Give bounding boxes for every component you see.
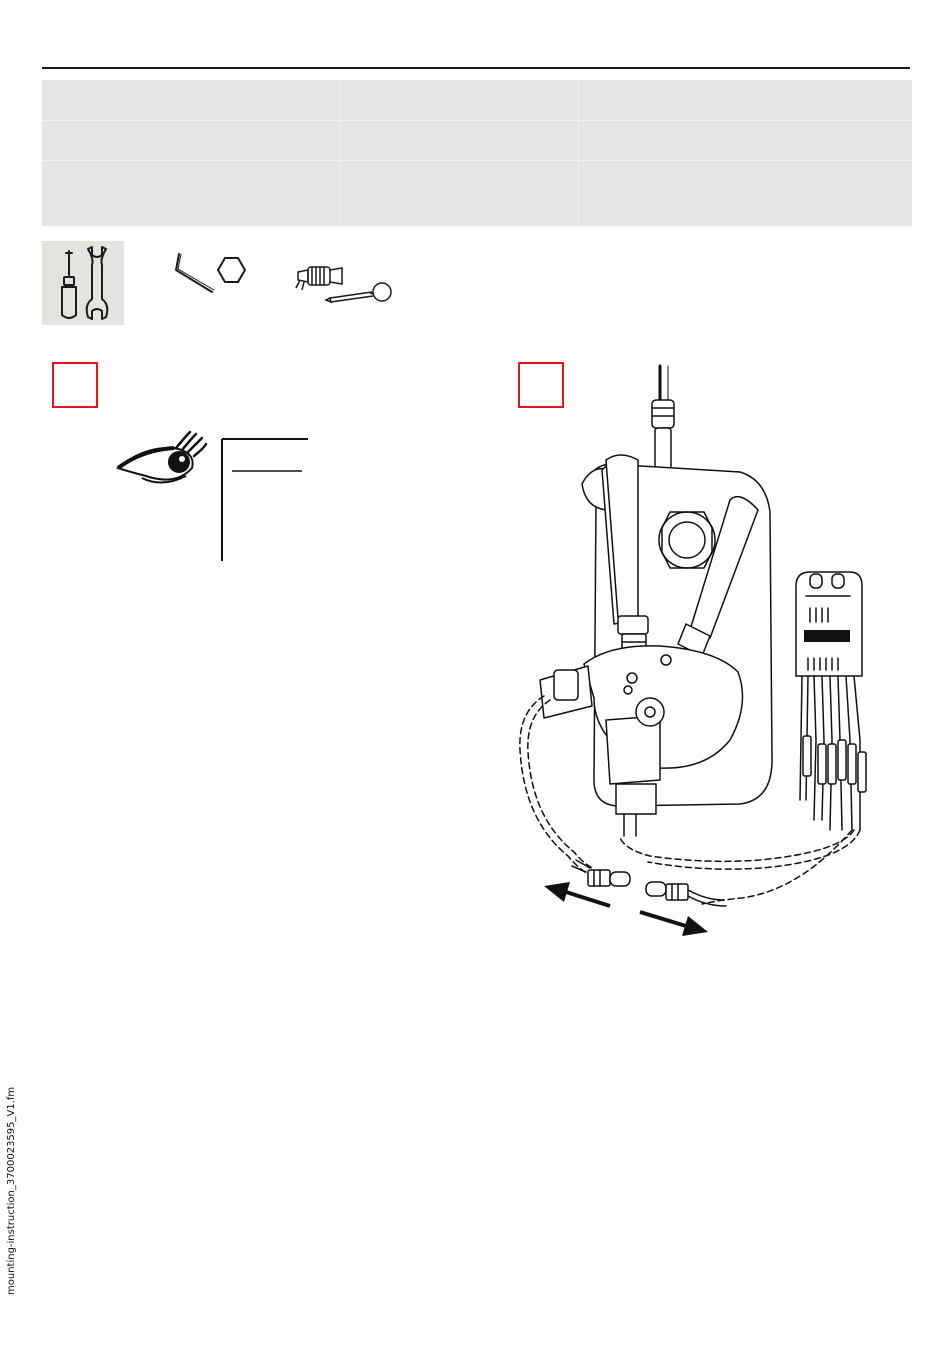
- hex-nut-icon: [218, 258, 245, 282]
- table-row-divider: [42, 120, 912, 121]
- footer-filename: mounting-instruction_3700023595_V1.fm: [6, 1086, 17, 1295]
- table-row-divider: [42, 160, 912, 161]
- eye-icon: [116, 428, 316, 564]
- wrench-icon: [87, 247, 108, 319]
- valve-assembly-illustration: [510, 360, 890, 940]
- step-1-marker: [52, 362, 98, 408]
- header-rule: [42, 67, 910, 69]
- table-column-divider: [578, 80, 579, 226]
- reading-panel: [222, 439, 308, 561]
- info-table: [42, 80, 912, 226]
- connector-plug-icon: [290, 258, 400, 314]
- screwdriver-icon: [62, 251, 76, 318]
- table-column-divider: [340, 80, 341, 226]
- allen-key-icon: [170, 248, 250, 300]
- tools-panel: [42, 241, 124, 325]
- tool-rod-icon: [326, 283, 391, 302]
